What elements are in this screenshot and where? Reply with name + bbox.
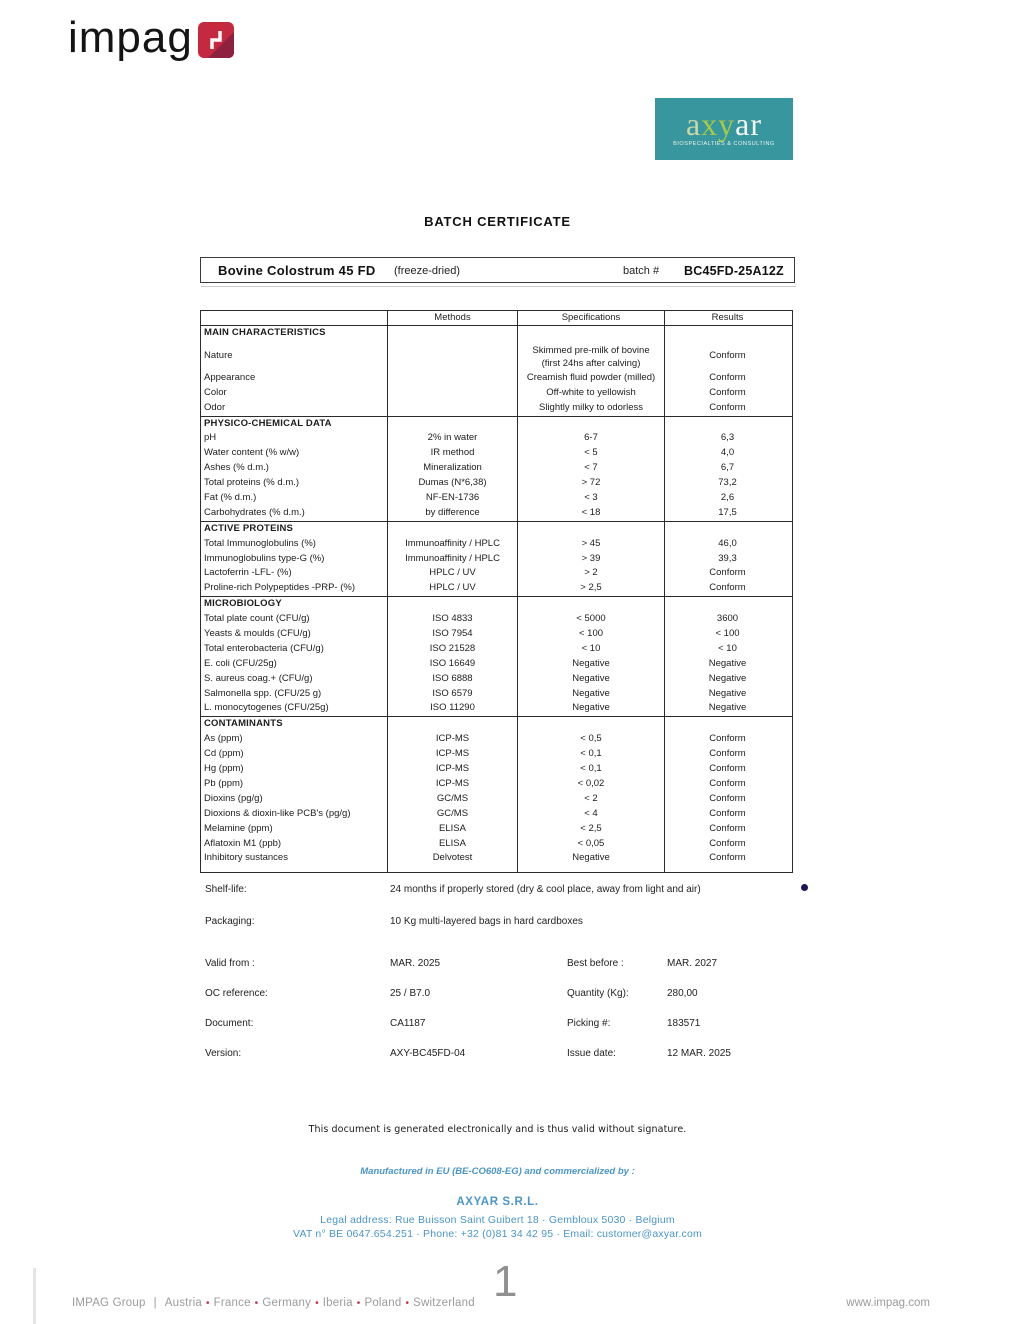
country-label: Germany (262, 1297, 312, 1309)
method-cell: ELISA (387, 822, 517, 837)
param-cell: Immunoglobulins type-G (%) (204, 552, 325, 564)
detail-value-2: MAR. 2027 (667, 958, 718, 969)
spec-cell: Negative (517, 687, 664, 702)
method-cell: ICP-MS (387, 732, 517, 747)
detail-value: MAR. 2025 (390, 958, 441, 969)
spec-cell: < 2,5 (517, 822, 664, 837)
detail-value: 10 Kg multi-layered bags in hard cardboxes (390, 916, 583, 927)
param-cell: L. monocytogenes (CFU/25g) (204, 702, 329, 714)
section-header-row (201, 325, 792, 341)
country-label: Iberia (322, 1297, 353, 1309)
detail-value: 25 / B7.0 (390, 988, 431, 999)
param-cell: Inhibitory sustances (204, 852, 288, 864)
batch-number: BC45FD-25A12Z (684, 264, 784, 278)
certificate-table (200, 310, 793, 873)
bullet-separator: • (315, 1298, 319, 1309)
table-row (201, 701, 792, 716)
table-body (201, 325, 792, 872)
result-cell: Conform (664, 401, 790, 416)
country-label: Switzerland (413, 1297, 475, 1309)
detail-row-valid-from (205, 958, 805, 972)
detail-label-2: Quantity (Kg): (567, 988, 629, 999)
impag-group-countries (72, 1297, 475, 1309)
spec-cell: > 2,5 (517, 581, 664, 596)
section-header-row (201, 716, 792, 732)
method-cell: GC/MS (387, 807, 517, 822)
method-cell: HPLC / UV (387, 566, 517, 581)
results-header: Results (664, 311, 790, 325)
table-header-row (201, 311, 792, 325)
result-cell: Negative (664, 657, 790, 672)
param-cell: Carbohydrates (% d.m.) (204, 506, 305, 518)
impag-group-label: IMPAG Group (72, 1297, 146, 1309)
spec-cell: < 0,1 (517, 747, 664, 762)
bullet-separator: • (205, 1298, 210, 1309)
result-cell: Conform (664, 822, 790, 837)
table-row (201, 552, 792, 567)
detail-value-2: 280,00 (667, 988, 698, 999)
param-cell: Ashes (% d.m.) (204, 462, 269, 474)
result-cell: Conform (664, 777, 790, 792)
table-row (201, 762, 792, 777)
param-cell: E. coli (CFU/25g) (204, 657, 277, 669)
table-row (201, 807, 792, 822)
spec-cell: < 3 (517, 491, 664, 506)
spec-cell: < 18 (517, 506, 664, 521)
spec-cell: Skimmed pre-milk of bovine (first 24hs after calving) (517, 341, 664, 371)
method-cell: Dumas (N*6,38) (387, 476, 517, 491)
country-label: Austria (164, 1297, 202, 1309)
ink-dot (801, 884, 808, 891)
method-cell: ICP-MS (387, 762, 517, 777)
axyar-logo (655, 98, 793, 160)
axyar-wordmark: axyar (685, 105, 763, 142)
spec-cell: 6-7 (517, 431, 664, 446)
table-row (201, 747, 792, 762)
method-cell: ISO 4833 (387, 612, 517, 627)
country-label: France (213, 1297, 251, 1309)
product-box-underline (201, 286, 796, 287)
method-cell: Immunoaffinity / HPLC (387, 537, 517, 552)
method-cell: Delvotest (387, 851, 517, 872)
param-header (201, 311, 387, 325)
result-cell: 6,7 (664, 461, 790, 476)
result-cell: Conform (664, 747, 790, 762)
spec-cell: < 7 (517, 461, 664, 476)
table-row (201, 837, 792, 852)
method-cell: ISO 11290 (387, 701, 517, 716)
spec-cell: > 39 (517, 552, 664, 567)
method-cell: ICP-MS (387, 747, 517, 762)
param-cell: Water content (% w/w) (204, 447, 300, 459)
param-cell: S. aureus coag.+ (CFU/g) (204, 672, 313, 684)
section-title: PHYSICO-CHEMICAL DATA (204, 417, 332, 429)
impag-square-icon (198, 22, 234, 58)
result-cell: 46,0 (664, 537, 790, 552)
table-row (201, 401, 792, 416)
param-cell: Cd (ppm) (204, 748, 244, 760)
methods-header: Methods (387, 311, 517, 325)
specifications-header: Specifications (517, 311, 664, 325)
table-row (201, 506, 792, 521)
param-cell: pH (204, 432, 217, 444)
table-row (201, 657, 792, 672)
axyar-tagline: BIOSPECIALTIES & CONSULTING (673, 139, 775, 146)
param-cell: Total plate count (CFU/g) (204, 613, 310, 625)
spec-cell: Negative (517, 851, 664, 872)
section-header-row (201, 521, 792, 537)
param-cell: Pb (ppm) (204, 777, 244, 789)
detail-value: CA1187 (390, 1018, 426, 1029)
result-cell: 73,2 (664, 476, 790, 491)
result-cell: 39,3 (664, 552, 790, 567)
detail-value-2: 183571 (667, 1018, 701, 1029)
table-row (201, 461, 792, 476)
param-cell: Dioxions & dioxin-like PCB's (pg/g) (204, 807, 351, 819)
param-cell: Yeasts & moulds (CFU/g) (204, 628, 311, 640)
method-cell: ISO 16649 (387, 657, 517, 672)
website-url: www.impag.com (846, 1297, 930, 1309)
electronic-disclaimer: This document is generated electronically and is thus valid without signature. (308, 1124, 687, 1135)
result-cell: Negative (664, 672, 790, 687)
method-cell (387, 341, 517, 371)
detail-row-shelf-life (205, 884, 805, 898)
bullet-separator: • (356, 1298, 361, 1309)
method-cell: 2% in water (387, 431, 517, 446)
spec-cell: < 10 (517, 642, 664, 657)
result-cell: < 100 (664, 627, 790, 642)
spec-cell: > 72 (517, 476, 664, 491)
param-cell: Aflatoxin M1 (ppb) (204, 837, 282, 849)
result-cell: Conform (664, 581, 790, 596)
table-row (201, 792, 792, 807)
method-cell: ISO 7954 (387, 627, 517, 642)
product-header-box (200, 257, 795, 283)
result-cell: Conform (664, 386, 790, 401)
detail-label: Shelf-life: (205, 884, 247, 895)
result-cell: 6,3 (664, 431, 790, 446)
detail-label: Document: (205, 1018, 254, 1029)
method-cell: ISO 6888 (387, 672, 517, 687)
param-cell: Dioxins (pg/g) (204, 792, 263, 804)
table-row (201, 642, 792, 657)
param-cell: Total proteins (% d.m.) (204, 477, 300, 489)
table-row (201, 581, 792, 596)
manufactured-note: Manufactured in EU (BE-CO608-EG) and commercialized by : (360, 1166, 635, 1177)
legal-address: Legal address: Rue Buisson Saint Guibert 18 · Gembloux 5030 · Belgium (320, 1214, 675, 1226)
table-row (201, 371, 792, 386)
section-header-row (201, 416, 792, 432)
method-cell: by difference (387, 506, 517, 521)
result-cell: Conform (664, 837, 790, 852)
detail-label-2: Picking #: (567, 1018, 611, 1029)
result-cell: Conform (664, 732, 790, 747)
spec-cell: < 0,5 (517, 732, 664, 747)
method-cell (387, 386, 517, 401)
spec-cell: Off-white to yellowish (517, 386, 664, 401)
result-cell: 3600 (664, 612, 790, 627)
table-row (201, 341, 792, 371)
detail-row-oc-reference (205, 988, 805, 1002)
result-cell: Negative (664, 687, 790, 702)
method-cell: NF-EN-1736 (387, 491, 517, 506)
page-title: BATCH CERTIFICATE (424, 214, 571, 229)
result-cell: Conform (664, 851, 790, 872)
impag-logo (68, 13, 234, 62)
detail-label-2: Issue date: (567, 1048, 616, 1059)
bullet-separator: • (405, 1298, 410, 1309)
table-row (201, 386, 792, 401)
company-name: AXYAR S.R.L. (456, 1196, 539, 1208)
table-row (201, 491, 792, 506)
table-row (201, 627, 792, 642)
result-cell: Conform (664, 762, 790, 777)
result-cell: 4,0 (664, 446, 790, 461)
batch-label: batch # (623, 265, 660, 277)
param-cell: Proline-rich Polypeptides -PRP- (%) (204, 582, 355, 594)
spec-cell: > 45 (517, 537, 664, 552)
page-number: 1 (493, 1257, 518, 1306)
result-cell: Conform (664, 807, 790, 822)
method-cell: ISO 6579 (387, 687, 517, 702)
detail-row-version (205, 1048, 805, 1062)
table-row (201, 672, 792, 687)
method-cell: Immunoaffinity / HPLC (387, 552, 517, 567)
spec-cell: < 5 (517, 446, 664, 461)
result-cell: Conform (664, 341, 790, 371)
method-cell (387, 401, 517, 416)
param-cell: Salmonella spp. (CFU/25 g) (204, 687, 322, 699)
method-cell: GC/MS (387, 792, 517, 807)
table-row (201, 446, 792, 461)
page-edge-mark (33, 1268, 36, 1324)
result-cell: 2,6 (664, 491, 790, 506)
country-label: Poland (364, 1297, 402, 1309)
table-row (201, 476, 792, 491)
product-name: Bovine Colostrum 45 FD (218, 263, 376, 278)
method-cell: HPLC / UV (387, 581, 517, 596)
section-title: ACTIVE PROTEINS (204, 522, 294, 534)
table-row (201, 537, 792, 552)
param-cell: Lactoferrin -LFL- (%) (204, 567, 292, 579)
spec-cell: < 5000 (517, 612, 664, 627)
param-cell: Total enterobacteria (CFU/g) (204, 642, 324, 654)
vat-phone-email: VAT n° BE 0647.654.251 · Phone: +32 (0)81 34 42 95 · Email: customer@axyar.com (293, 1228, 702, 1240)
param-cell: Color (204, 386, 227, 398)
method-cell: ICP-MS (387, 777, 517, 792)
table-row (201, 612, 792, 627)
spec-cell: < 0,1 (517, 762, 664, 777)
param-cell: Nature (204, 349, 233, 361)
result-cell: < 10 (664, 642, 790, 657)
spec-cell: Negative (517, 672, 664, 687)
detail-label-2: Best before : (567, 958, 624, 969)
spec-cell: > 2 (517, 566, 664, 581)
method-cell: Mineralization (387, 461, 517, 476)
param-cell: Total Immunoglobulins (%) (204, 537, 316, 549)
param-cell: As (ppm) (204, 733, 243, 745)
table-row (201, 431, 792, 446)
param-cell: Appearance (204, 371, 256, 383)
separator: | (153, 1297, 157, 1309)
section-title: CONTAMINANTS (204, 718, 283, 730)
detail-label: Version: (205, 1048, 242, 1059)
spec-cell: Negative (517, 701, 664, 716)
param-cell: Hg (ppm) (204, 763, 244, 775)
section-header-row (201, 596, 792, 612)
section-title: MICROBIOLOGY (204, 598, 282, 610)
detail-value-2: 12 MAR. 2025 (667, 1048, 731, 1059)
table-row (201, 566, 792, 581)
bullet-separator: • (254, 1298, 259, 1309)
detail-row-packaging (205, 916, 805, 930)
detail-value: 24 months if properly stored (dry & cool place, away from light and air) (390, 884, 701, 895)
detail-value: AXY-BC45FD-04 (390, 1048, 466, 1059)
method-cell: IR method (387, 446, 517, 461)
method-cell (387, 371, 517, 386)
detail-label: OC reference: (205, 988, 268, 999)
method-cell: ISO 21528 (387, 642, 517, 657)
spec-cell: < 100 (517, 627, 664, 642)
spec-cell: < 2 (517, 792, 664, 807)
param-cell: Melamine (ppm) (204, 822, 273, 834)
table-row (201, 851, 792, 872)
spec-cell: < 0,05 (517, 837, 664, 852)
table-row (201, 732, 792, 747)
spec-cell: < 4 (517, 807, 664, 822)
table-row (201, 822, 792, 837)
spec-cell: Creamish fluid powder (milled) (517, 371, 664, 386)
detail-label: Packaging: (205, 916, 255, 927)
table-row (201, 777, 792, 792)
result-cell: Conform (664, 371, 790, 386)
product-form: (freeze-dried) (394, 265, 461, 277)
result-cell: Conform (664, 792, 790, 807)
method-cell: ELISA (387, 837, 517, 852)
result-cell: Negative (664, 701, 790, 716)
detail-label: Valid from : (205, 958, 255, 969)
spec-cell: < 0,02 (517, 777, 664, 792)
spec-cell: Slightly milky to odorless (517, 401, 664, 416)
result-cell: 17,5 (664, 506, 790, 521)
spec-cell: Negative (517, 657, 664, 672)
result-cell: Conform (664, 566, 790, 581)
param-cell: Fat (% d.m.) (204, 492, 257, 504)
section-title: MAIN CHARACTERISTICS (204, 327, 326, 338)
impag-wordmark: impag (68, 13, 193, 62)
detail-row-document (205, 1018, 805, 1032)
param-cell: Odor (204, 401, 226, 413)
table-row (201, 687, 792, 702)
